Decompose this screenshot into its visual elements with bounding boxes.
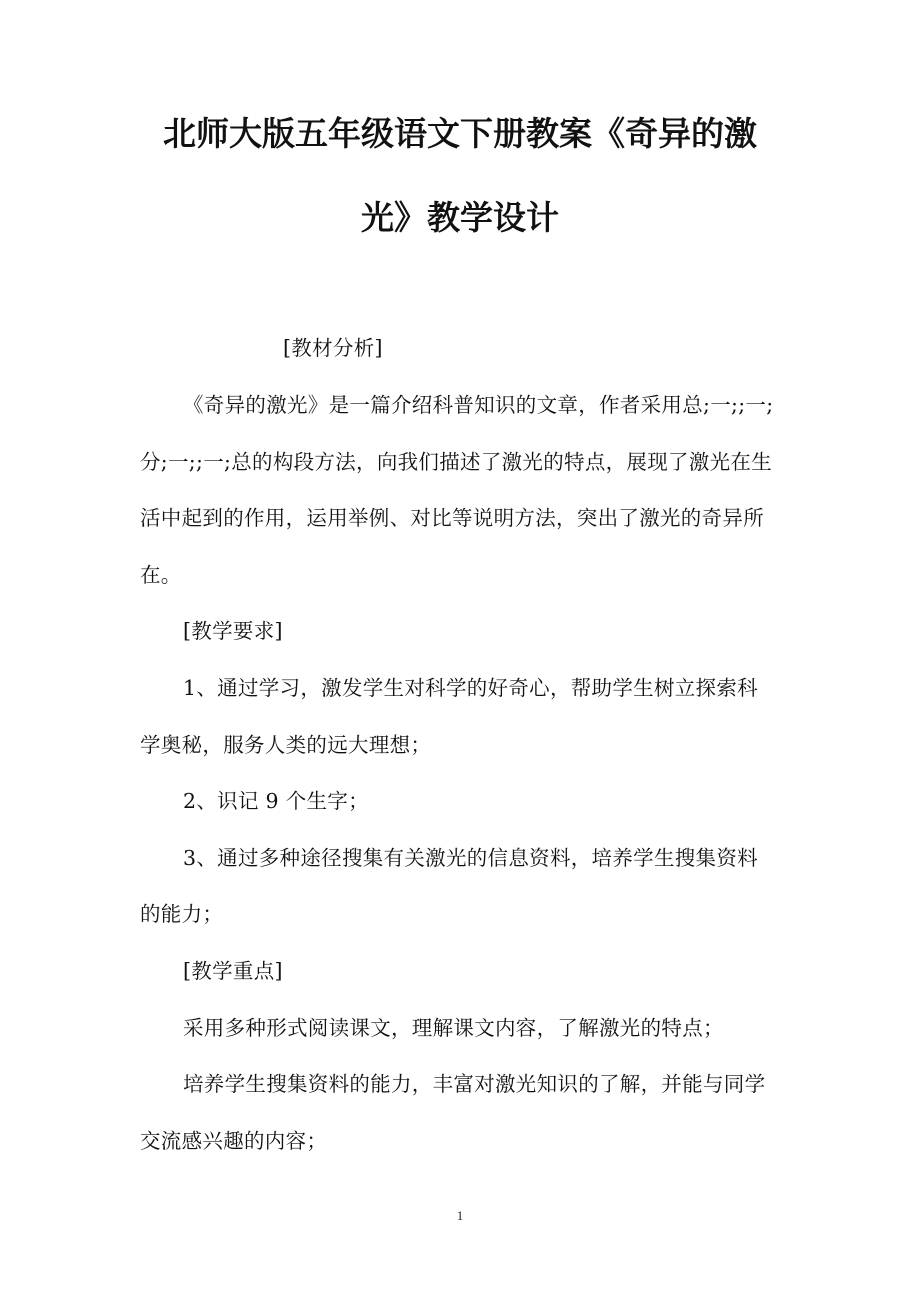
paragraph-line: 学奥秘，服务人类的远大理想； <box>140 733 432 757</box>
paragraph-line: 《奇异的激光》是一篇介绍科普知识的文章，作者采用总;一;;一; <box>183 393 774 417</box>
paragraph-line: 的能力； <box>140 902 224 926</box>
document-title-line-1: 北师大版五年级语文下册教案《奇异的激 <box>163 114 757 153</box>
list-item: 1、通过学习，激发学生对科学的好奇心，帮助学生树立探索科 <box>183 676 758 700</box>
list-item: 2、识记 9 个生字； <box>183 789 369 813</box>
document-title-line-2: 光》教学设计 <box>361 198 559 237</box>
paragraph-line: 培养学生搜集资料的能力，丰富对激光知识的了解，并能与同学 <box>183 1072 766 1096</box>
page-number: 1 <box>456 1208 464 1223</box>
section-heading-requirements: [教学要求] <box>183 619 283 643</box>
paragraph-line: 交流感兴趣的内容； <box>140 1129 328 1153</box>
paragraph-line: 在。 <box>140 563 182 587</box>
paragraph-line: 采用多种形式阅读课文，理解课文内容，了解激光的特点； <box>183 1016 724 1040</box>
paragraph-line: 分;一;;一;总的构段方法，向我们描述了激光的特点，展现了激光在生 <box>140 450 773 474</box>
section-heading-analysis: [教材分析] <box>283 336 383 360</box>
section-heading-focus: [教学重点] <box>183 959 283 983</box>
list-item: 3、通过多种途径搜集有关激光的信息资料，培养学生搜集资料 <box>183 846 758 870</box>
paragraph-line: 活中起到的作用，运用举例、对比等说明方法，突出了激光的奇异所 <box>140 506 764 530</box>
